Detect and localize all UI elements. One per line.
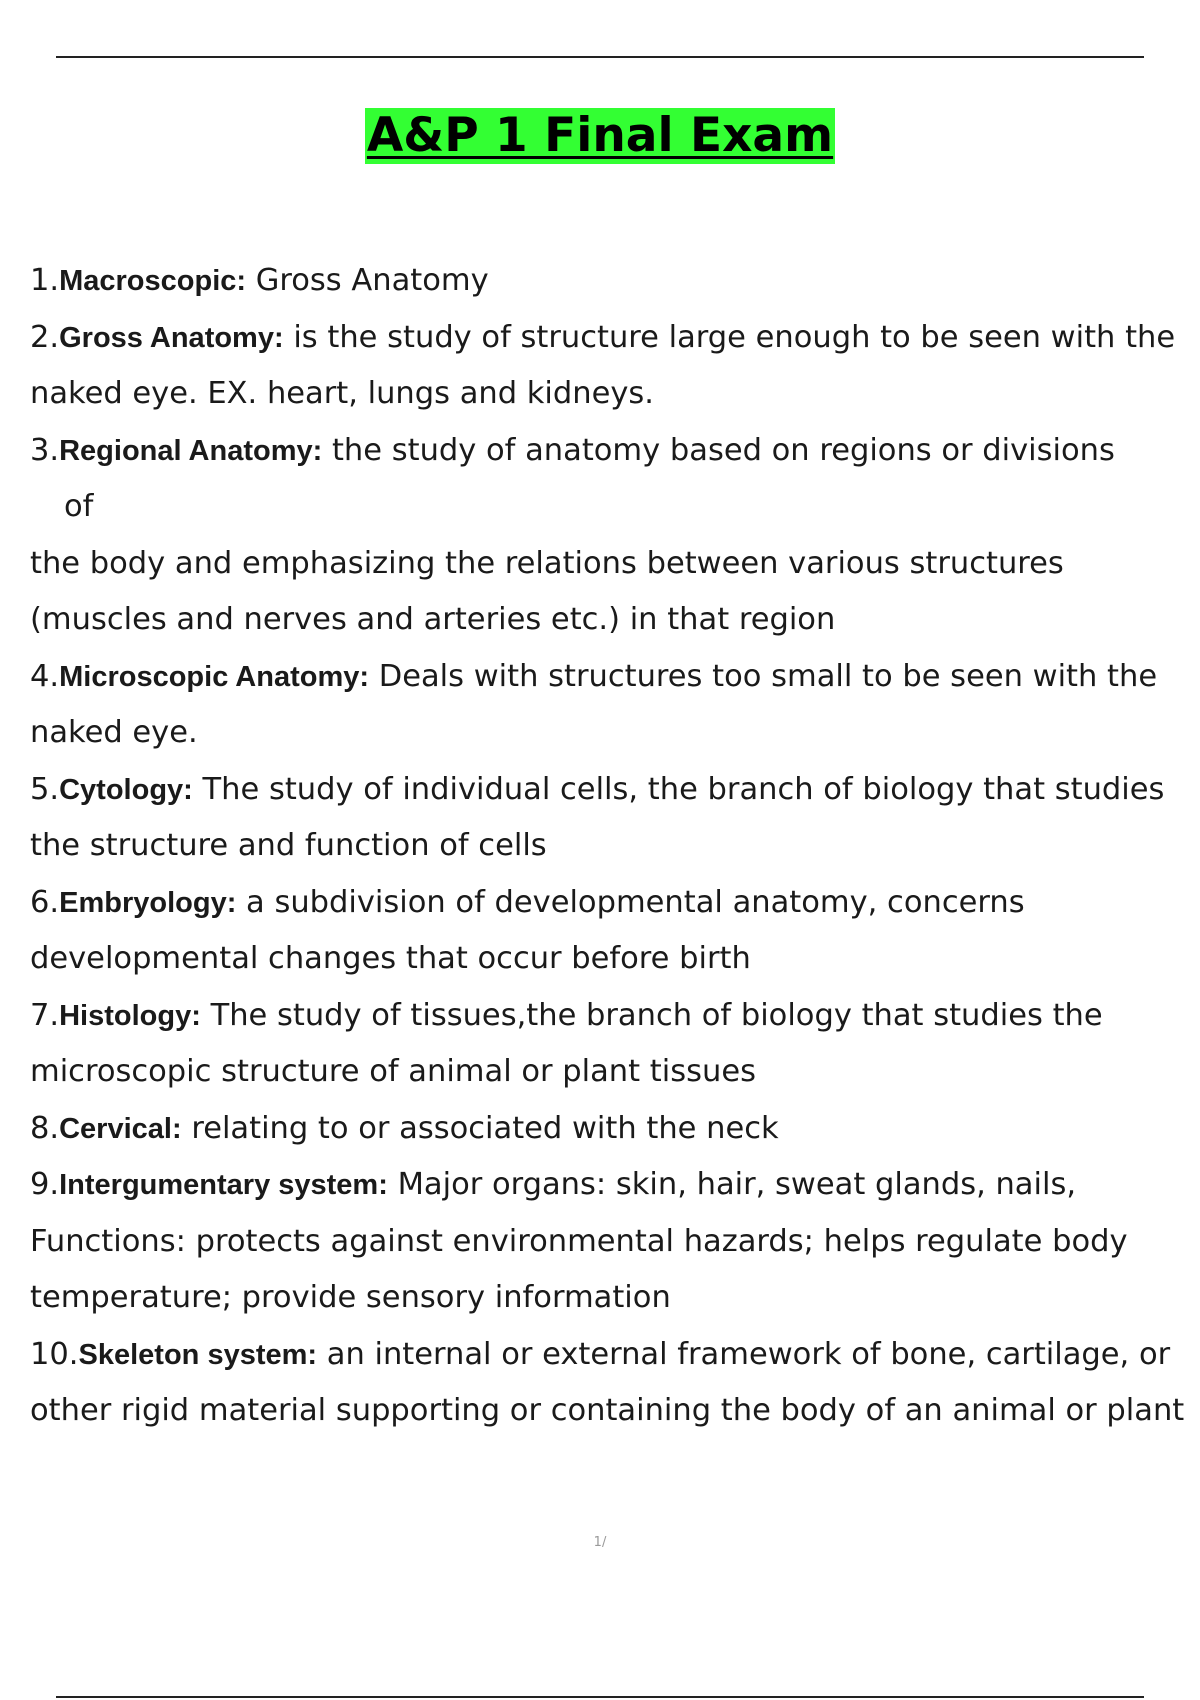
entry-term: Intergumentary system: (59, 1169, 388, 1201)
entry-intergumentary-system (30, 1157, 1190, 1327)
top-rule (56, 56, 1144, 58)
entry-skeleton-system (30, 1327, 1190, 1440)
entry-definition: a subdivision of developmental anatomy, concerns developmental changes that occur before birth (30, 884, 1025, 976)
entry-number: 5. (30, 771, 60, 807)
entry-histology (30, 988, 1190, 1101)
entry-definition: Major organs: skin, hair, sweat glands, nails, Functions: protects against environmental hazards; helps regulate body temperature; provide sensory information (30, 1167, 1128, 1315)
entry-term: Cytology: (59, 773, 193, 806)
entry-term: Microscopic Anatomy: (59, 660, 370, 693)
entry-cytology (30, 762, 1190, 875)
entry-term: Skeleton system: (78, 1338, 318, 1371)
title-container (0, 108, 1200, 164)
entry-term: Gross Anatomy: (59, 321, 284, 354)
entry-embryology (30, 875, 1190, 988)
entry-number: 4. (30, 658, 60, 694)
entry-definition: is the study of structure large enough to be seen with the naked eye. EX. heart, lungs and kidneys. (30, 319, 1176, 411)
entry-number: 8. (30, 1110, 60, 1146)
entry-definition: The study of individual cells, the branch of biology that studies the structure and function of cells (30, 771, 1165, 863)
entry-definition: the study of anatomy based on regions or divisions (322, 432, 1115, 468)
entry-microscopic-anatomy (30, 649, 1190, 762)
entry-macroscopic (30, 253, 1190, 310)
bottom-rule (56, 1696, 1144, 1698)
entry-term: Macroscopic: (59, 265, 247, 297)
entry-term: Histology: (59, 999, 201, 1032)
entry-number: 9. (30, 1167, 60, 1202)
entry-term: Regional Anatomy: (59, 434, 323, 467)
entry-number: 10. (30, 1336, 79, 1372)
entry-term: Cervical: (59, 1112, 182, 1145)
entry-definition: The study of tissues,the branch of biology that studies the microscopic structure of animal or plant tissues (30, 997, 1103, 1089)
entry-definition-continued: of (64, 489, 94, 524)
entry-definition: relating to or associated with the neck (181, 1110, 779, 1146)
entry-number: 2. (30, 319, 60, 355)
entry-number: 7. (30, 997, 60, 1033)
entry-term: Embryology: (59, 886, 237, 919)
entry-gross-anatomy (30, 310, 1190, 423)
entry-regional-anatomy (30, 423, 1190, 649)
entry-number: 1. (30, 263, 60, 298)
entry-cervical (30, 1101, 1190, 1158)
document-title: A&P 1 Final Exam (366, 108, 834, 163)
entry-list (30, 253, 1190, 1440)
entry-number: 3. (30, 432, 60, 468)
entry-definition: an internal or external framework of bone, cartilage, or other rigid material supporting or containing the body of an animal or plant (30, 1336, 1185, 1428)
entry-number: 6. (30, 884, 60, 920)
page-number: 1/ (593, 1535, 607, 1550)
entry-definition-paragraph: the body and emphasizing the relations between various structures (muscles and nerves and arteries etc.) in that region (30, 545, 1064, 637)
entry-definition: Deals with structures too small to be seen with the naked eye. (30, 658, 1158, 750)
entry-definition: Gross Anatomy (246, 263, 489, 298)
